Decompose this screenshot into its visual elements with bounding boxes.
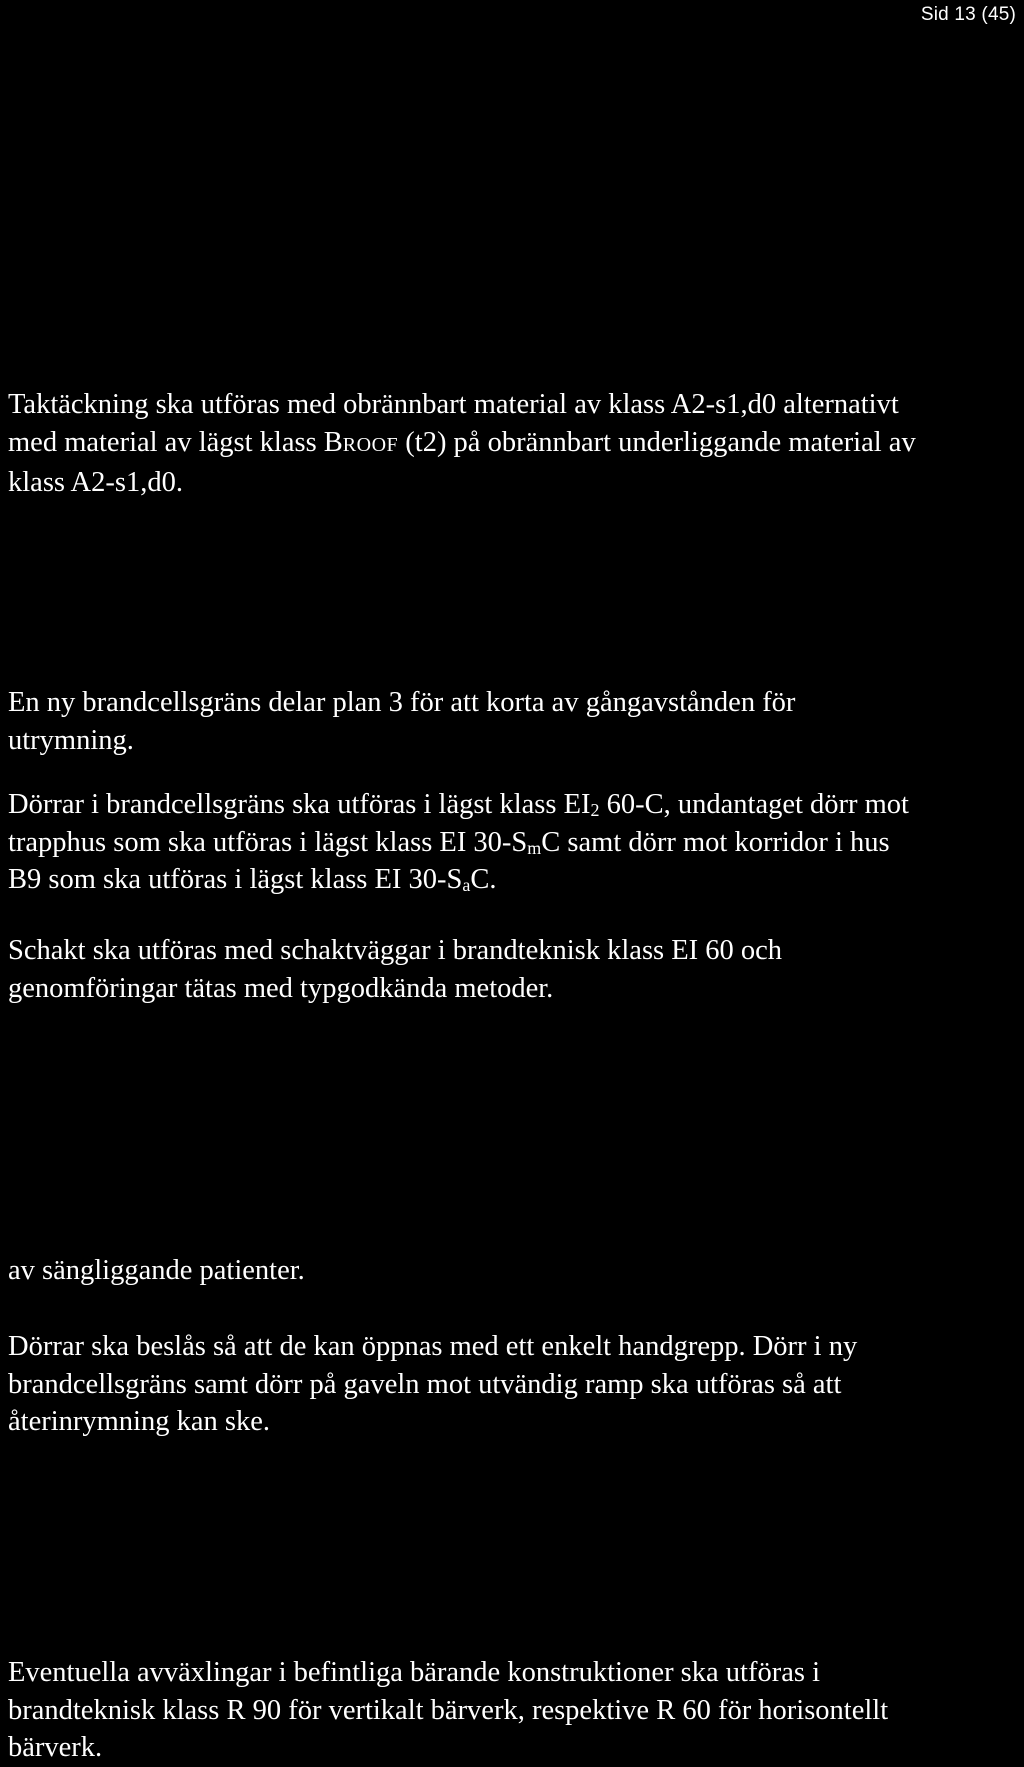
- text-line: Dörrar ska beslås så att de kan öppnas med ett enkelt handgrepp. Dörr i ny: [8, 1331, 858, 1362]
- load-bearing-structures-paragraph: [8, 1654, 1016, 1767]
- text-run: 60-C, undantaget dörr mot: [599, 789, 909, 820]
- shafts-paragraph: [8, 932, 1016, 1007]
- text-line: En ny brandcellsgräns delar plan 3 för att korta av gångavstånden för: [8, 687, 796, 718]
- text-line: Schakt ska utföras med schaktväggar i brandteknisk klass EI 60 och: [8, 935, 783, 966]
- text-line: bärverk.: [8, 1732, 103, 1763]
- fire-cell-boundary-paragraph: [8, 684, 1016, 759]
- text-line: [8, 424, 1016, 465]
- text-line: [8, 824, 1016, 862]
- fire-doors-paragraph: [8, 786, 1016, 899]
- subscript: 2: [590, 800, 600, 820]
- text-line: [8, 786, 1016, 824]
- text-run: C.: [470, 864, 497, 895]
- subscript: a: [462, 875, 471, 895]
- text-line: Taktäckning ska utföras med obrännbart material av klass A2-s1,d0 alternativt: [8, 389, 899, 420]
- text-run: med material av lägst klass B: [8, 426, 343, 458]
- small-caps-run: ROOF: [342, 433, 399, 456]
- roof-covering-paragraph: [8, 386, 1016, 502]
- text-line: brandcellsgräns samt dörr på gaveln mot utvändig ramp ska utföras så att: [8, 1368, 842, 1400]
- text-run: C samt dörr mot korridor i hus: [541, 826, 890, 858]
- text-line: genomföringar tätas med typgodkända metoder.: [8, 972, 554, 1004]
- text-line: återinrymning kan ske.: [8, 1406, 270, 1437]
- page-number: Sid 13 (45): [920, 4, 1016, 25]
- text-line: utrymning.: [8, 724, 134, 756]
- text-run: Dörrar i brandcellsgräns ska utföras i lägst klass EI: [8, 789, 591, 820]
- patients-paragraph: [8, 1252, 1016, 1290]
- text-run: trapphus som ska utföras i lägst klass EI 30-S: [8, 826, 528, 858]
- subscript: m: [527, 837, 542, 858]
- door-hardware-paragraph: [8, 1328, 1016, 1441]
- text-line: klass A2-s1,d0.: [8, 467, 183, 498]
- text-run: B9 som ska utföras i lägst klass EI 30-S: [8, 864, 463, 895]
- text-line: Eventuella avväxlingar i befintliga bärande konstruktioner ska utföras i: [8, 1657, 820, 1688]
- text-line: av sängliggande patienter.: [8, 1255, 305, 1286]
- text-line: brandteknisk klass R 90 för vertikalt bärverk, respektive R 60 för horisontellt: [8, 1694, 889, 1726]
- text-run: (t2) på obrännbart underliggande material av: [398, 426, 916, 458]
- text-line: [8, 861, 1016, 899]
